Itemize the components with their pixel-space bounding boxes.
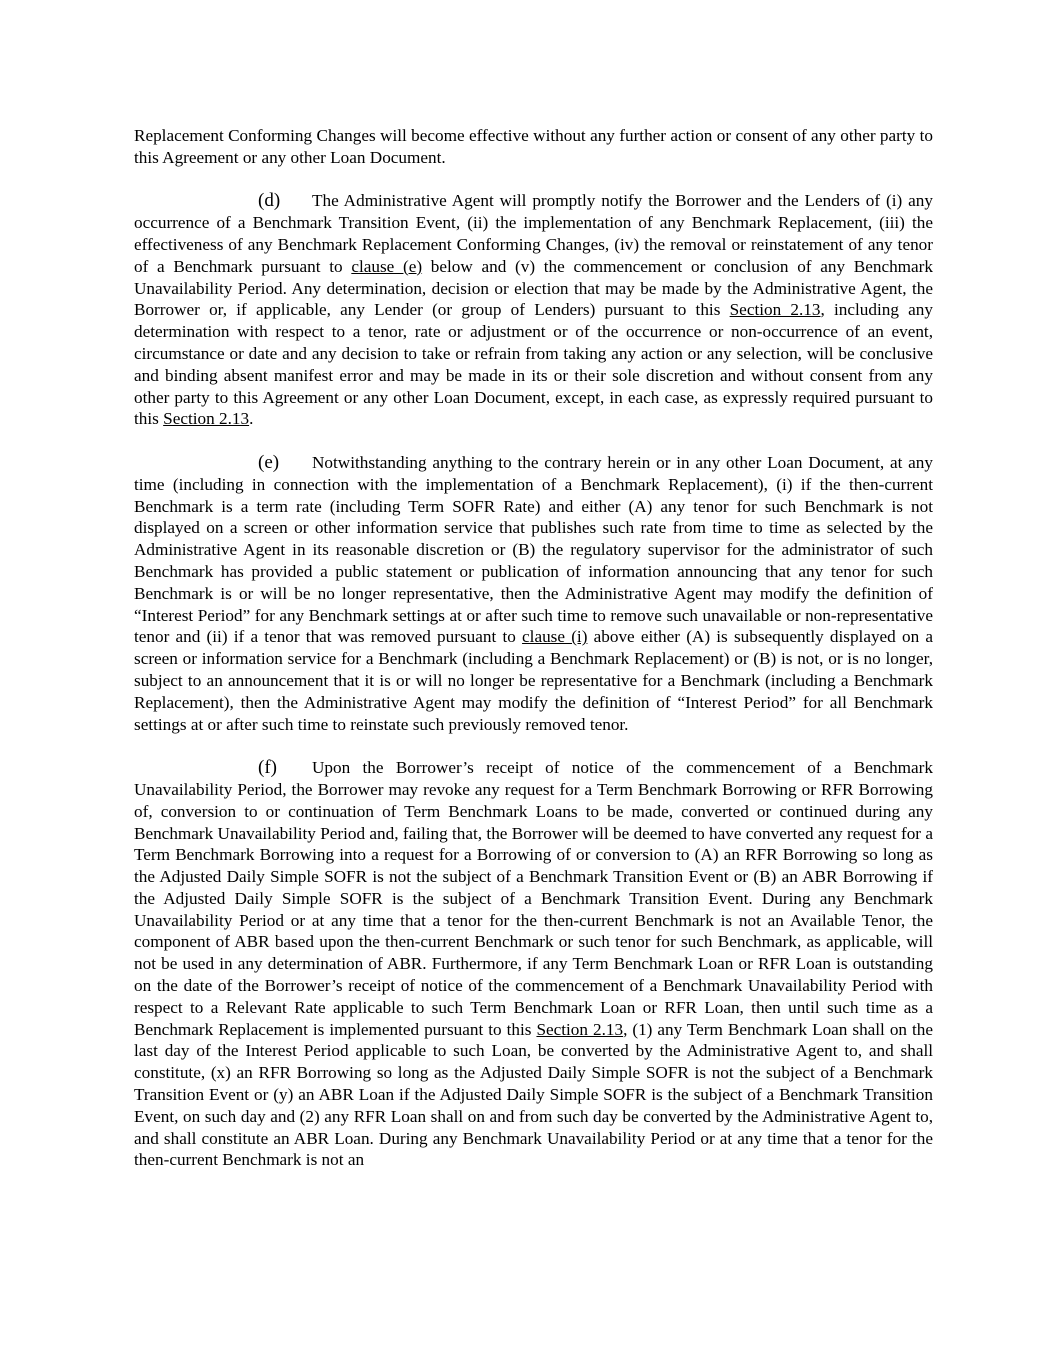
paragraph-f-label: (f) bbox=[258, 757, 277, 779]
document-page bbox=[134, 125, 933, 1193]
paragraph-d-label: (d) bbox=[258, 190, 281, 212]
paragraph-d-text-1: The Administrative Agent will promptly notify the Borrower and the Lenders of (i) any occurrence of a Benchmark Transition Event, (ii) the implementation of any Benchmark Replacement, (iii) the effectiveness of any Benchmark Replacement Conforming Changes, (iv) the removal or reinstatement of any tenor of a Benchmark pursuant to bbox=[134, 191, 933, 276]
clause-e-reference: clause (e) bbox=[351, 256, 423, 276]
section-2-13-reference: Section 2.13 bbox=[536, 1019, 624, 1039]
section-2-13-reference: Section 2.13 bbox=[163, 409, 250, 429]
paragraph-e-label: (e) bbox=[258, 451, 280, 473]
paragraph-f-text-2: , (1) any Term Benchmark Loan shall on the last day of the Interest Period applicable to such Loan, be converted by the Administrative Agent to, and shall constitute, (x) an RFR Borrowing so long as the Adjusted Daily Simple SOFR is not the subject of a Benchmark Transition Event or (y) an ABR Loan if the Adjusted Daily Simple SOFR is the subject of a Benchmark Transition Event, on such day and (2) any RFR Loan shall on and from such day be converted by the Administrative Agent to, and shall constitute an ABR Loan. During any Benchmark Unavailability Period or at any time that a tenor for the then-current Benchmark is not an bbox=[134, 1019, 933, 1170]
paragraph-d-text-4: . bbox=[249, 409, 254, 429]
paragraph-d bbox=[134, 190, 933, 430]
clause-i-reference: clause (i) bbox=[522, 627, 588, 647]
paragraph-d-text-3: , including any determination with respect to a tenor, rate or adjustment or of the occurrence or non-occurrence of an event, circumstance or date and any decision to take or refrain from taking any action or any selection, will be conclusive and binding absent manifest error and may be made in its or their sole discretion and without consent from any other party to this Agreement or any other Loan Document, except, in each case, as expressly required pursuant to this bbox=[134, 300, 933, 429]
paragraph-e-text-2: above either (A) is subsequently displayed on a screen or information service for a Benchmark (including a Benchmark Replacement) or (B) is not, or is no longer, subject to an announcement that it is or will no longer be representative for a Benchmark (including a Benchmark Replacement), then the Administrative Agent may modify the definition of “Interest Period” for all Benchmark settings at or after such time to reinstate such previously removed tenor. bbox=[134, 627, 933, 734]
section-2-13-reference: Section 2.13 bbox=[729, 300, 821, 320]
paragraph-d-text-2: below and (v) the commencement or conclusion of any Benchmark Unavailability Period. Any determination, decision or election that may be made by the Administrative Agent, the Borrower or, if applicable, any Lender (or group of Lenders) pursuant to this bbox=[134, 256, 933, 320]
paragraph-f bbox=[134, 757, 933, 1171]
paragraph-e-text-1: Notwithstanding anything to the contrary herein or in any other Loan Document, at any time (including in connection with the implementation of a Benchmark Replacement), (i) if the then-current Benchmark is a term rate (including Term SOFR Rate) and either (A) any tenor for such Benchmark is not displayed on a screen or other information service that publishes such rate from time to time as selected by the Administrative Agent in its reasonable discretion or (B) the regulatory supervisor for the administrator of such Benchmark has provided a public statement or publication of information announcing that any tenor for such Benchmark is or will be no longer representative, then the Administrative Agent may modify the definition of “Interest Period” for any Benchmark settings at or after such time to remove such unavailable or non-representative tenor and (ii) if a tenor that was removed pursuant to bbox=[134, 452, 933, 647]
paragraph-e bbox=[134, 452, 933, 735]
paragraph-c-text: Replacement Conforming Changes will become effective without any further action or consent of any other party to this Agreement or any other Loan Document. bbox=[134, 126, 933, 167]
paragraph-f-text-1: Upon the Borrower’s receipt of notice of the commencement of a Benchmark Unavailability Period, the Borrower may revoke any request for a Term Benchmark Borrowing or RFR Borrowing of, conversion to or continuation of Term Benchmark Loans to be made, converted or continued during any Benchmark Unavailability Period and, failing that, the Borrower will be deemed to have converted any request for a Term Benchmark Borrowing into a request for a Borrowing of or conversion to (A) an RFR Borrowing so long as the Adjusted Daily Simple SOFR is not the subject of a Benchmark Transition Event or (B) an ABR Borrowing if the Adjusted Daily Simple SOFR is the subject of a Benchmark Transition Event. During any Benchmark Unavailability Period or at any time that a tenor for the then-current Benchmark is not an Available Tenor, the component of ABR based upon the then-current Benchmark or such tenor for such Benchmark, as applicable, will not be used in any determination of ABR. Furthermore, if any Term Benchmark Loan or RFR Loan is outstanding on the date of the Borrower’s receipt of notice of the commencement of a Benchmark Unavailability Period with respect to a Relevant Rate applicable to such Term Benchmark Loan or RFR Loan, then until such time as a Benchmark Replacement is implemented pursuant to this bbox=[134, 758, 933, 1039]
paragraph-c-continuation bbox=[134, 125, 933, 169]
